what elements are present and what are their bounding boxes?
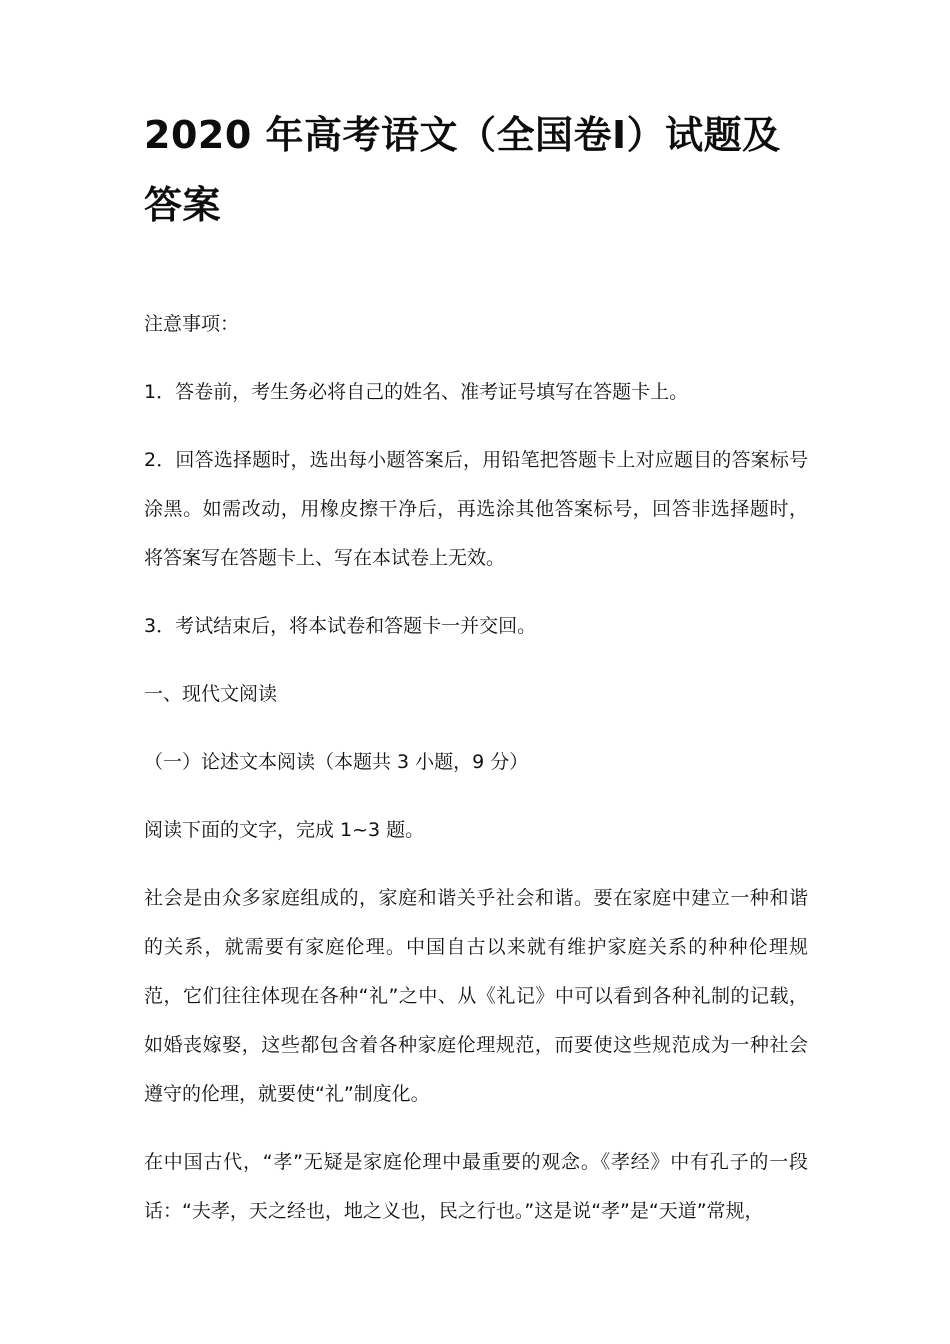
notice-heading: 注意事项： <box>144 313 240 335</box>
reading-instruction: 阅读下面的文字，完成 1~3 题。 <box>144 819 425 841</box>
document-page <box>144 100 808 1236</box>
section-heading: 一、现代文阅读 <box>144 683 278 705</box>
document-title: 2020 年高考语文（全国卷Ⅰ）试题及答案 <box>144 113 781 227</box>
passage-paragraph-1: 社会是由众多家庭组成的，家庭和谐关乎社会和谐。要在家庭中建立一种和谐的关系，就需要有家庭伦理。中国自古以来就有维护家庭关系的种种伦理规范，它们往往体现在各种“礼”之中、从《礼记》中可以看到各种礼制的记载，如婚丧嫁娶，这些都包含着各种家庭伦理规范，而要使这些规范成为一种社会遵守的伦理，就要使“礼”制度化。 <box>144 887 808 1105</box>
passage-paragraph-2: 在中国古代，“孝”无疑是家庭伦理中最重要的观念。《孝经》中有孔子的一段话：“夫孝，天之经也，地之义也，民之行也。”这是说“孝”是“天道”常规， <box>144 1151 808 1222</box>
subsection-heading: （一）论述文本阅读（本题共 3 小题，9 分） <box>144 751 529 773</box>
notice-item-1: 1．答卷前，考生务必将自己的姓名、准考证号填写在答题卡上。 <box>144 381 689 403</box>
notice-item-2: 2．回答选择题时，选出每小题答案后，用铅笔把答题卡上对应题目的答案标号涂黑。如需改动，用橡皮擦干净后，再选涂其他答案标号，回答非选择题时，将答案写在答题卡上、写在本试卷上无效。 <box>144 449 808 569</box>
notice-item-3: 3．考试结束后，将本试卷和答题卡一并交回。 <box>144 615 537 637</box>
